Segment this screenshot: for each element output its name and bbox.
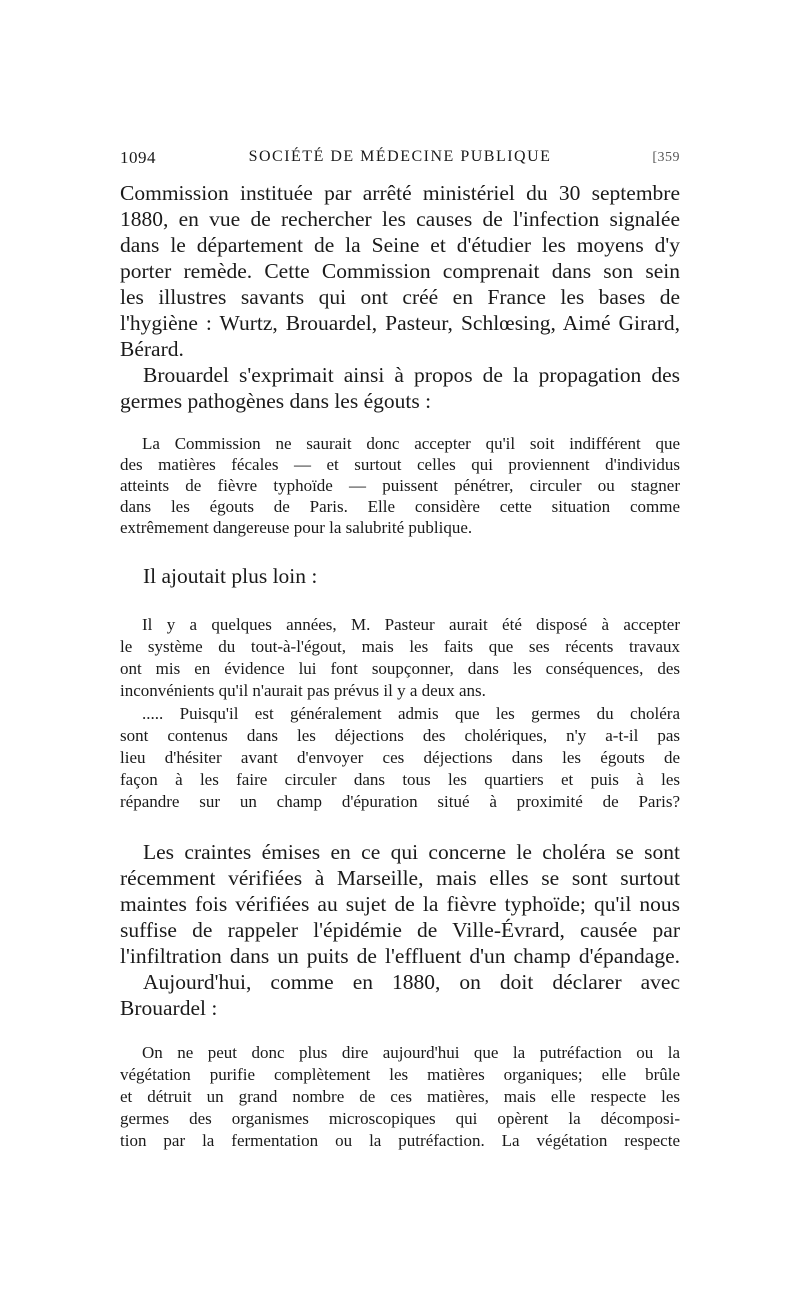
text-line: Bérard. — [120, 337, 184, 361]
quote-line: Il y a quelques années, M. Pasteur aurait été disposé à accepter — [142, 615, 680, 634]
text-line: Les craintes émises en ce qui concerne le choléra se sont — [143, 840, 680, 864]
text-line: Aujourd'hui, comme en 1880, on doit déclarer avec — [143, 970, 680, 994]
quote-line: inconvénients qu'il n'aurait pas prévus il y a deux ans. — [120, 681, 486, 700]
text-line: dans le département de la Seine et d'étudier les moyens d'y — [120, 233, 680, 257]
text-line: l'infiltration dans un puits de l'effluent d'un champ d'épandage. — [120, 944, 680, 968]
text-line: germes pathogènes dans les égouts : — [120, 389, 432, 413]
quote-line: ont mis en évidence lui font soupçonner, dans les conséquences, des — [120, 659, 680, 678]
quote-line: germes des organismes microscopiques qui opèrent la décomposi- — [120, 1109, 680, 1128]
quote-line: façon à les faire circuler dans tous les quartiers et puis à les — [120, 770, 680, 789]
quote-line: et détruit un grand nombre de ces matières, mais elle respecte les — [120, 1087, 680, 1106]
text-line: l'hygiène : Wurtz, Brouardel, Pasteur, Schlœsing, Aimé Girard, — [120, 311, 680, 335]
quote-line: On ne peut donc plus dire aujourd'hui que la putréfaction ou la — [142, 1043, 680, 1062]
quote-line: La Commission ne saurait donc accepter qu'il soit indifférent que — [142, 434, 680, 453]
text-line: Il ajoutait plus loin : — [143, 564, 318, 588]
quote-line: sont contenus dans les déjections des cholériques, n'y a-t-il pas — [120, 726, 680, 745]
text-line: 1880, en vue de rechercher les causes de l'infection signalée — [120, 207, 680, 231]
quote-line: lieu d'hésiter avant d'envoyer ces déjections dans les égouts de — [120, 748, 680, 767]
text-line: les illustres savants qui ont créé en France les bases de — [120, 285, 680, 309]
quote-line: végétation purifie complètement les matières organiques; elle brûle — [120, 1065, 680, 1084]
running-header — [120, 148, 680, 172]
running-title: SOCIÉTÉ DE MÉDECINE PUBLIQUE — [248, 148, 552, 165]
text-line: maintes fois vérifiées au sujet de la fièvre typhoïde; qu'il nous — [120, 892, 680, 916]
text-line: Commission instituée par arrêté ministériel du 30 septembre — [120, 181, 680, 205]
quote-line: atteints de fièvre typhoïde — puissent pénétrer, circuler ou stagner — [120, 476, 680, 495]
text-line: suffise de rappeler l'épidémie de Ville-Évrard, causée par — [120, 918, 680, 942]
quote-line: des matières fécales — et surtout celles qui proviennent d'individus — [120, 455, 680, 474]
quote-line: tion par la fermentation ou la putréfaction. La végétation respecte — [120, 1131, 680, 1150]
quote-line: répandre sur un champ d'épuration situé à proximité de Paris? — [120, 792, 680, 811]
text-line: Brouardel : — [120, 996, 218, 1020]
quote-line: extrêmement dangereuse pour la salubrité publique. — [120, 518, 473, 537]
text-line: porter remède. Cette Commission comprenait dans son sein — [120, 259, 680, 283]
text-line: Brouardel s'exprimait ainsi à propos de la propagation des — [143, 363, 680, 387]
page-number: 1094 — [120, 148, 156, 167]
quote-line: le système du tout-à-l'égout, mais les faits que ses récents travaux — [120, 637, 680, 656]
text-line: récemment vérifiées à Marseille, mais elles se sont surtout — [120, 866, 680, 890]
quote-line: dans les égouts de Paris. Elle considère cette situation comme — [120, 497, 680, 516]
bracket-number: [359 — [652, 150, 680, 165]
quote-line: ..... Puisqu'il est généralement admis que les germes du choléra — [142, 704, 680, 723]
